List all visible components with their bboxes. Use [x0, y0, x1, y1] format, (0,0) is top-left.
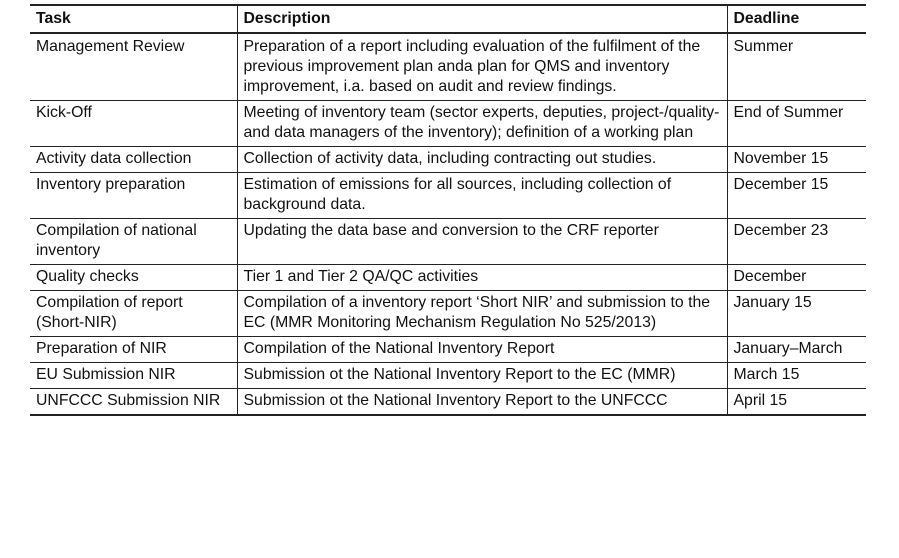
table-row	[30, 337, 866, 363]
cell-task: Compilation of report (Short-NIR)	[30, 291, 237, 337]
inventory-schedule-table	[30, 4, 866, 416]
header-deadline: Deadline	[727, 5, 866, 33]
cell-task: Activity data collection	[30, 147, 237, 173]
table-body	[30, 33, 866, 415]
cell-description: Preparation of a report including evaluation of the fulfilment of the previous improvement plan anda plan for QMS and inventory improvement, i.a. based on audit and review findings.	[237, 33, 727, 101]
cell-task: Management Review	[30, 33, 237, 101]
cell-task: Inventory preparation	[30, 173, 237, 219]
table-row	[30, 363, 866, 389]
cell-description: Tier 1 and Tier 2 QA/QC activities	[237, 265, 727, 291]
cell-description: Meeting of inventory team (sector experts, deputies, project-/quality- and data managers of the inventory); definition of a working plan	[237, 101, 727, 147]
table-row	[30, 291, 866, 337]
cell-description: Compilation of a inventory report ‘Short NIR’ and submission to the EC (MMR Monitoring Mechanism Regulation No 525/2013)	[237, 291, 727, 337]
header-task: Task	[30, 5, 237, 33]
cell-task: Preparation of NIR	[30, 337, 237, 363]
cell-deadline: December 23	[727, 219, 866, 265]
table-row	[30, 101, 866, 147]
cell-description: Collection of activity data, including contracting out studies.	[237, 147, 727, 173]
table-row	[30, 219, 866, 265]
cell-deadline: November 15	[727, 147, 866, 173]
cell-deadline: Summer	[727, 33, 866, 101]
cell-task: EU Submission NIR	[30, 363, 237, 389]
cell-description: Estimation of emissions for all sources, including collection of background data.	[237, 173, 727, 219]
cell-deadline: December 15	[727, 173, 866, 219]
table-row	[30, 33, 866, 101]
table-row	[30, 389, 866, 416]
cell-description: Compilation of the National Inventory Report	[237, 337, 727, 363]
header-row	[30, 5, 866, 33]
cell-task: Kick-Off	[30, 101, 237, 147]
table-row	[30, 265, 866, 291]
header-description: Description	[237, 5, 727, 33]
cell-deadline: April 15	[727, 389, 866, 416]
cell-description: Submission ot the National Inventory Report to the UNFCCC	[237, 389, 727, 416]
table-row	[30, 147, 866, 173]
cell-deadline: January 15	[727, 291, 866, 337]
cell-task: Compilation of national inventory	[30, 219, 237, 265]
cell-deadline: January–March	[727, 337, 866, 363]
cell-deadline: December	[727, 265, 866, 291]
cell-description: Updating the data base and conversion to the CRF reporter	[237, 219, 727, 265]
cell-task: UNFCCC Submission NIR	[30, 389, 237, 416]
cell-deadline: End of Summer	[727, 101, 866, 147]
table-header	[30, 5, 866, 33]
inventory-schedule-table-wrapper	[30, 4, 866, 416]
cell-deadline: March 15	[727, 363, 866, 389]
cell-task: Quality checks	[30, 265, 237, 291]
cell-description: Submission ot the National Inventory Report to the EC (MMR)	[237, 363, 727, 389]
table-row	[30, 173, 866, 219]
